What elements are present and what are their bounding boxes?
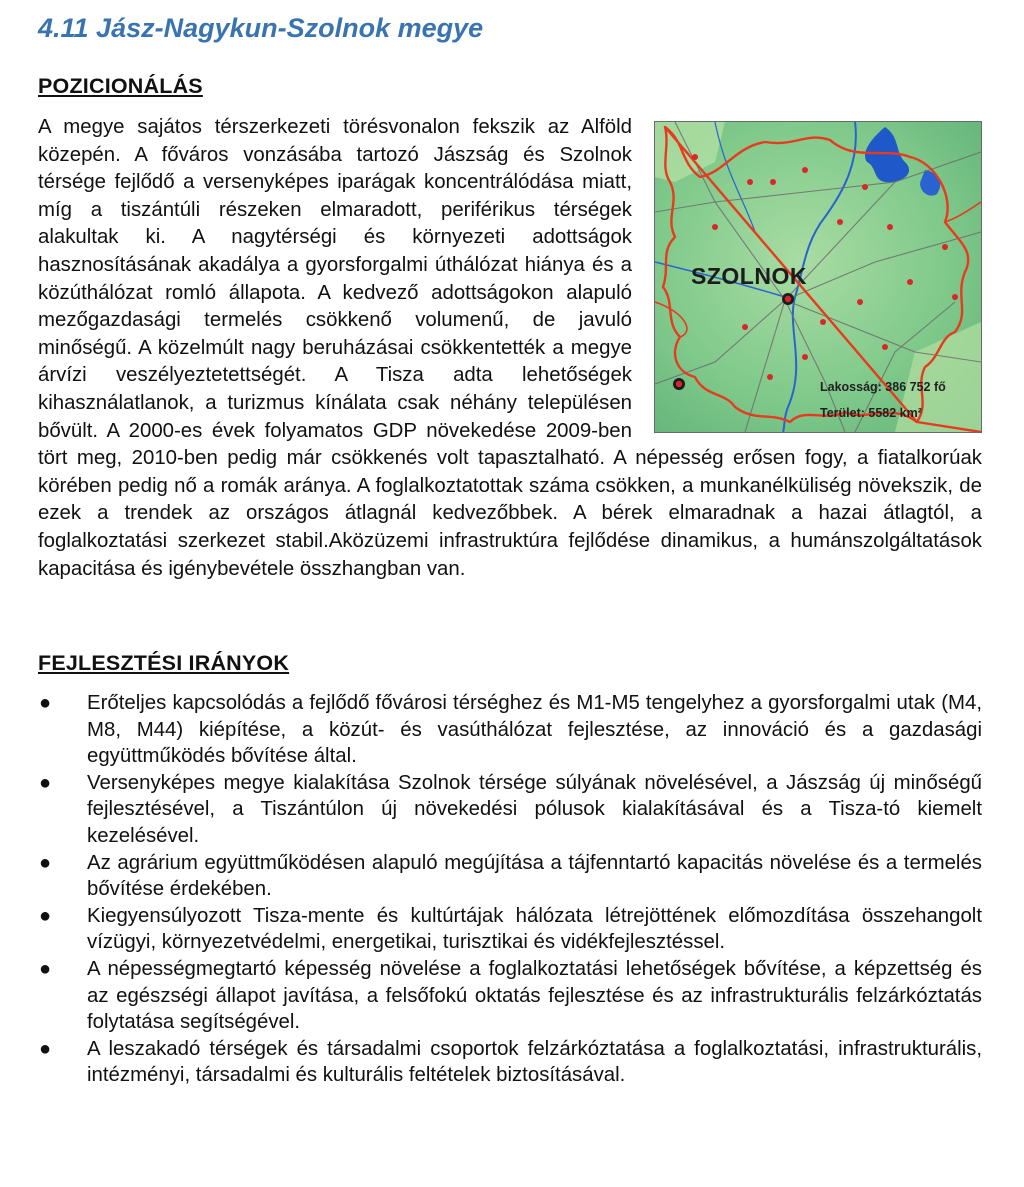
development-directions-list bbox=[38, 690, 982, 1089]
list-item-text: A népességmegtartó képesség növelése a foglalkoztatási lehetőségek bővítése, a képzettség és az egészségi állapot javítása, a felsőfokú oktatás fejlesztése és az infrastrukturális felzárkóztatás folytatása segítségével. bbox=[87, 957, 982, 1034]
section-heading-positioning: POZICIONÁLÁS bbox=[38, 74, 203, 98]
list-item bbox=[38, 1036, 982, 1089]
intro-paragraph-container bbox=[38, 114, 982, 583]
list-item bbox=[38, 770, 982, 850]
map-city-label: SZOLNOK bbox=[691, 263, 807, 289]
page-title: 4.11 Jász-Nagykun-Szolnok megye bbox=[38, 13, 484, 43]
map-area-label: Terület: 5582 km² bbox=[820, 406, 922, 420]
list-item-text: Versenyképes megye kialakítása Szolnok térsége súlyának növelésével, a Jászság új minőségű fejlesztésével, a Tiszántúlon új növekedési pólusok kialakításával és a Tisza-tó kiemelt kezelésével. bbox=[87, 771, 982, 847]
list-item bbox=[38, 690, 982, 770]
bullet-icon: ● bbox=[38, 771, 52, 794]
bullet-icon: ● bbox=[38, 692, 52, 714]
intro-paragraph: A megye sajátos térszerkezeti törésvonalon fekszik az Alföld közepén. A főváros vonzásába tartozó Jászság és Szolnok térsége fejlődő a versenyképes iparágak koncentrálódása miatt, míg a tiszántúli részeken elmaradott, periférikus térségek alakultak ki. A nagytérségi és környezeti adottságok hasznosításának akadálya a gyorsforgalmi úthálózat hiánya és a közúthálózat romló állapota. A kedvező adottságokon alapuló mezőgazdasági termelés csökkenő volumenű, de javuló minőségű. A közelmúlt nagy beruházásai csökkentették a megye árvízi veszélyeztetettségét. A Tisza adta lehetőségek kihasználatlanok, a turizmus kínálata csak néhány településen bővült. A 2000-es évek folyamatos GDP növekedése 2009-ben tört meg, 2010-ben pedig már csökkenés volt tapasztalható. A népesség erősen fogy, a fiatalkorúak körében pedig nő a romák aránya. A foglalkoztatottak száma csökken, a munkanélküliség növekszik, de ezek a trendek az országos átlagnál kedvezőbbek. A bérek elmaradnak a hazai átlagtól, a foglalkoztatási szerkezet stabil.Aközüzemi infrastruktúra fejlődése dinamikus, a humánszolgáltatások kapacitása és igénybevétele összhangban van. bbox=[38, 116, 982, 580]
section-heading-development: FEJLESZTÉSI IRÁNYOK bbox=[38, 651, 290, 675]
bullet-icon: ● bbox=[38, 904, 52, 927]
list-item-text: Erőteljes kapcsolódás a fejlődő fővárosi térséghez és M1-M5 tengelyhez a gyorsforgalmi utak (M4, M8, M44) kiépítése, a közút- és vasúthálózat fejlesztése, az innováció és a gazdasági együttműködés bővítése által. bbox=[87, 692, 982, 768]
list-item bbox=[38, 903, 982, 956]
list-item-text: Az agrárium együttműködésen alapuló megújítása a tájfenntartó kapacitás növelése és a termelés bővítése érdekében. bbox=[87, 851, 982, 901]
list-item bbox=[38, 850, 982, 903]
list-item-text: A leszakadó térségek és társadalmi csoportok felzárkóztatása a foglalkoztatási, infrastrukturális, intézményi, társadalmi és kulturális feltételek biztosításával. bbox=[87, 1037, 982, 1087]
bullet-icon: ● bbox=[38, 957, 52, 980]
list-item-text: Kiegyensúlyozott Tisza-mente és kultúrtájak hálózata létrejöttének előmozdítása összehangolt vízügyi, környezetvédelmi, energetikai, turisztikai és vidékfejlesztéssel. bbox=[87, 904, 982, 954]
bullet-icon: ● bbox=[38, 851, 52, 874]
county-map bbox=[654, 121, 982, 433]
bullet-icon: ● bbox=[38, 1037, 52, 1060]
list-item bbox=[38, 956, 982, 1036]
map-population-label: Lakosság: 386 752 fő bbox=[820, 380, 946, 394]
